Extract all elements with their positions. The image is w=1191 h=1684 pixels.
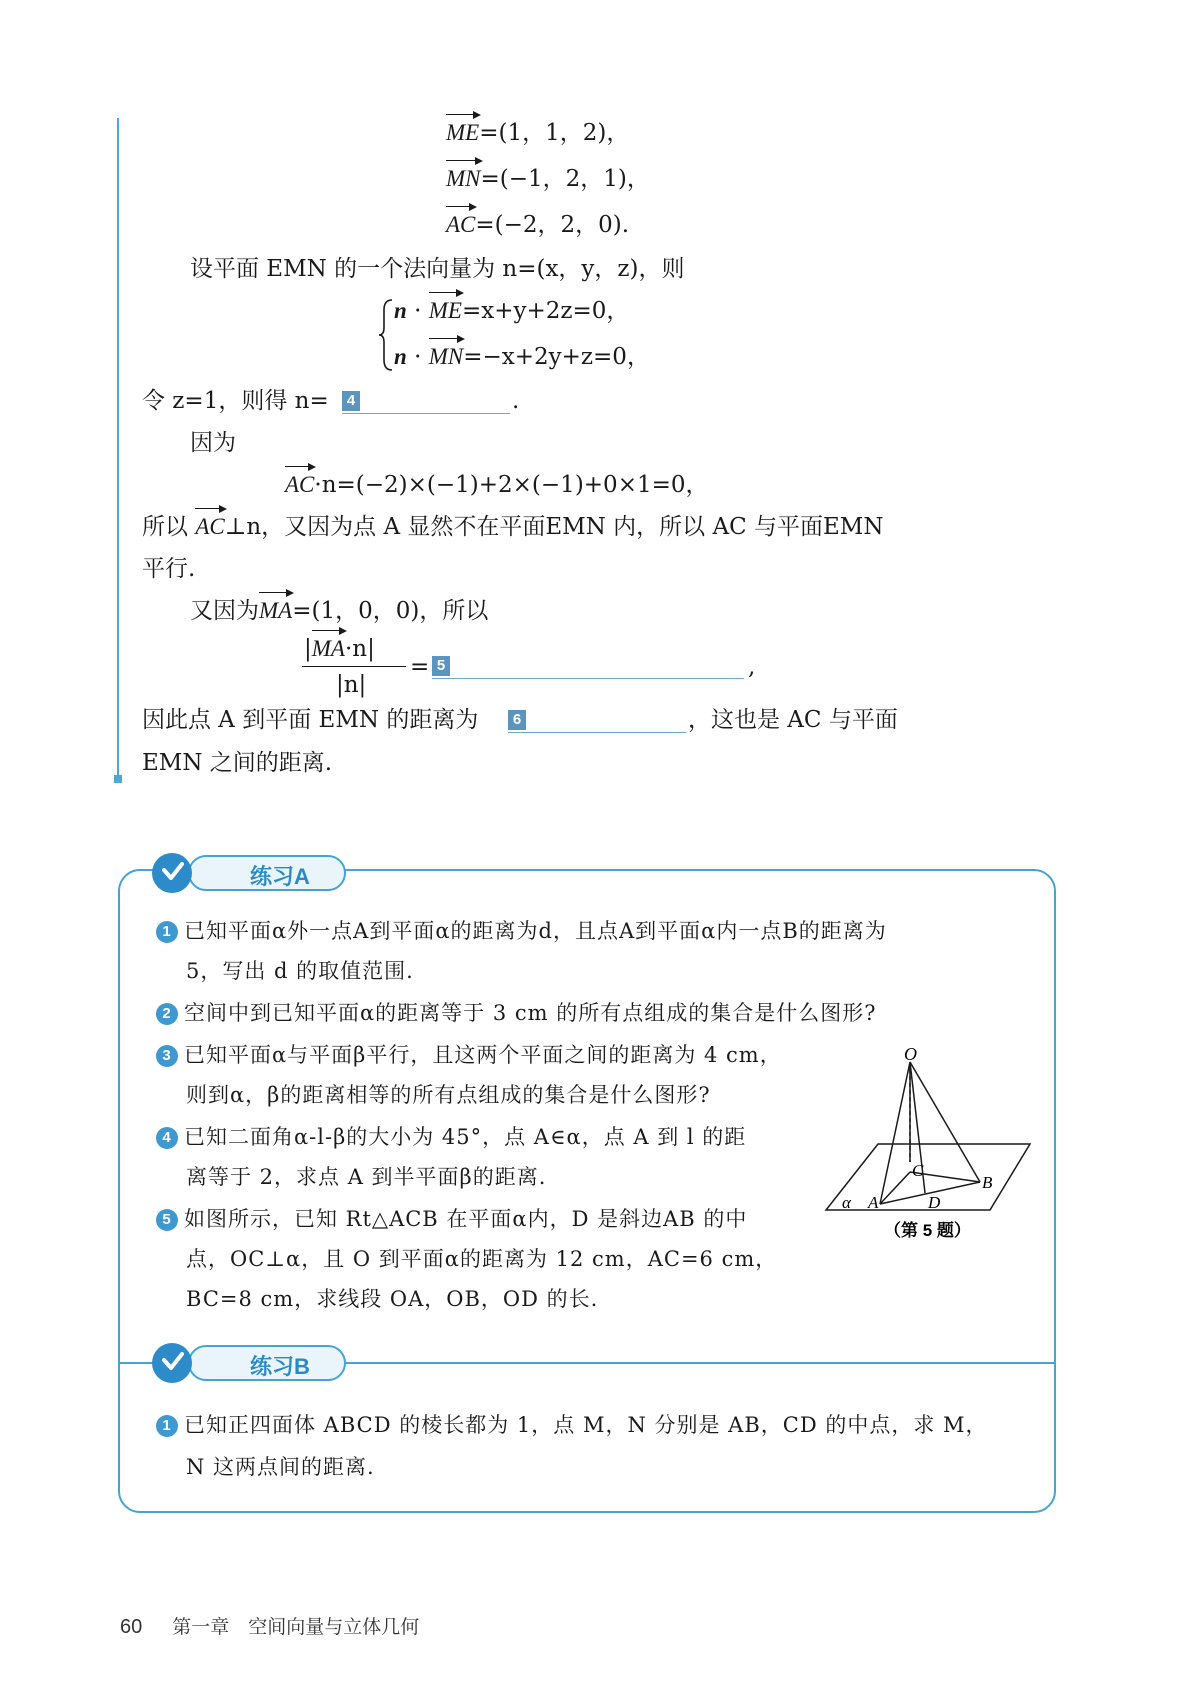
exercise-b-title: 练习B [250,1354,310,1379]
exercise-a-item-3: 3 已知平面α与平面β平行，且这两个平面之间的距离为 4 cm， [156,1040,782,1070]
figure-lines [826,1062,1030,1210]
normal-vector-line: 设平面 EMN 的一个法向量为 n=(x，y，z)，则 [190,256,685,282]
vector-mn: MN [446,164,481,194]
blank-number-5: 5 [432,656,450,676]
exercise-a-item-4-cont: 离等于 2，求点 A 到半平面β的距离. [186,1165,547,1189]
exercise-a-header [152,853,362,893]
pen-check-icon [162,1351,184,1373]
equals-sign: = [410,654,430,680]
exercise-a-item-5-cont1: 点，OC⊥α，且 O 到平面α的距离为 12 cm，AC=6 cm， [186,1247,778,1271]
chapter-title: 第一章 空间向量与立体几何 [172,1616,420,1638]
distance-line-tail: ，这也是 AC 与平面 [688,707,898,733]
label-A: A [868,1193,879,1212]
exercise-b-header [152,1343,362,1383]
segment-OA [880,1062,910,1204]
item-number: 1 [156,921,178,943]
exercise-a-item-5-cont2: BC=8 cm，求线段 OA，OB，OD 的长. [186,1287,599,1311]
problem-5-figure [820,1042,1040,1252]
exercise-a-item-2: 2 空间中到已知平面α的距离等于 3 cm 的所有点组成的集合是什么图形? [156,998,877,1028]
pen-check-icon [162,861,184,883]
item-number: 3 [156,1045,178,1067]
item-number: 1 [156,1415,178,1437]
distance-line-end: EMN 之间的距离. [142,750,333,776]
exercise-a-item-1-cont: 5，写出 d 的取值范围. [186,959,414,983]
equation-mn: MN=(−1，2，1)， [446,164,650,194]
exercise-a-item-5: 5 如图所示，已知 Rt△ACB 在平面α内，D 是斜边AB 的中 [156,1204,747,1234]
figure-caption: （第 5 题） [884,1221,971,1240]
answer-blank-4[interactable] [342,389,510,414]
exercise-a-item-1: 1 已知平面α外一点A到平面α的距离为d，且点A到平面α内一点B的距离为 [156,916,887,946]
segment-AC [880,1172,910,1204]
parallel-line: 平行. [142,556,196,582]
page-footer [120,1612,419,1639]
answer-blank-5[interactable] [432,654,744,679]
system-brace [378,298,394,372]
distance-line: 因此点 A 到平面 EMN 的距离为 [142,707,479,733]
vector-me: ME [446,118,479,148]
let-z-line: 令 z=1，则得 n= [142,388,329,414]
ma-vector-line: 又因为 MA=(1，0，0)，所以 [190,596,488,626]
page-number: 60 [120,1616,143,1638]
blank-number-6: 6 [508,710,526,730]
equation-ac: AC=(−2，2，0). [446,210,629,240]
period: . [512,388,520,414]
margin-rule-end [114,775,122,783]
label-C: C [912,1161,924,1180]
system-equation-1: n · ME=x+y+2z=0， [394,296,629,326]
label-alpha: α [842,1193,851,1212]
vector-ac: AC [446,210,475,240]
exercise-a-item-3-cont: 则到α，β的距离相等的所有点组成的集合是什么图形? [186,1083,711,1107]
exercise-a-title: 练习A [250,864,310,889]
exercise-a-item-4: 4 已知二面角α-l-β的大小为 45°，点 A∈α，点 A 到 l 的距 [156,1122,746,1152]
item-number: 4 [156,1127,178,1149]
dot-product-line: AC·n=(−2)×(−1)+2×(−1)+0×1=0， [285,470,709,500]
comma: , [748,654,756,680]
perpendicular-line: 所以 AC⊥n，又因为点 A 显然不在平面EMN 内，所以 AC 与平面EMN [142,512,883,542]
item-number: 5 [156,1209,178,1231]
equation-me: ME=(1，1，2)， [446,118,629,148]
fraction-denominator: |n| [336,672,367,698]
fraction-bar [302,666,406,667]
label-B: B [982,1173,993,1192]
exercise-b-item-1: 1 已知正四面体 ABCD 的棱长都为 1，点 M，N 分别是 AB，CD 的中点，求 M， [156,1410,988,1440]
label-O: O [904,1044,917,1064]
system-equation-2: n · MN=−x+2y+z=0， [394,342,650,372]
exercise-b-item-1-cont: N 这两点间的距离. [186,1455,375,1479]
margin-rule [117,118,119,778]
fraction-numerator: | MA·n| [304,634,375,664]
blank-number-4: 4 [342,391,360,411]
item-number: 2 [156,1003,178,1025]
because-line: 因为 [190,430,236,456]
answer-blank-6[interactable] [508,708,686,733]
label-D: D [928,1193,941,1212]
